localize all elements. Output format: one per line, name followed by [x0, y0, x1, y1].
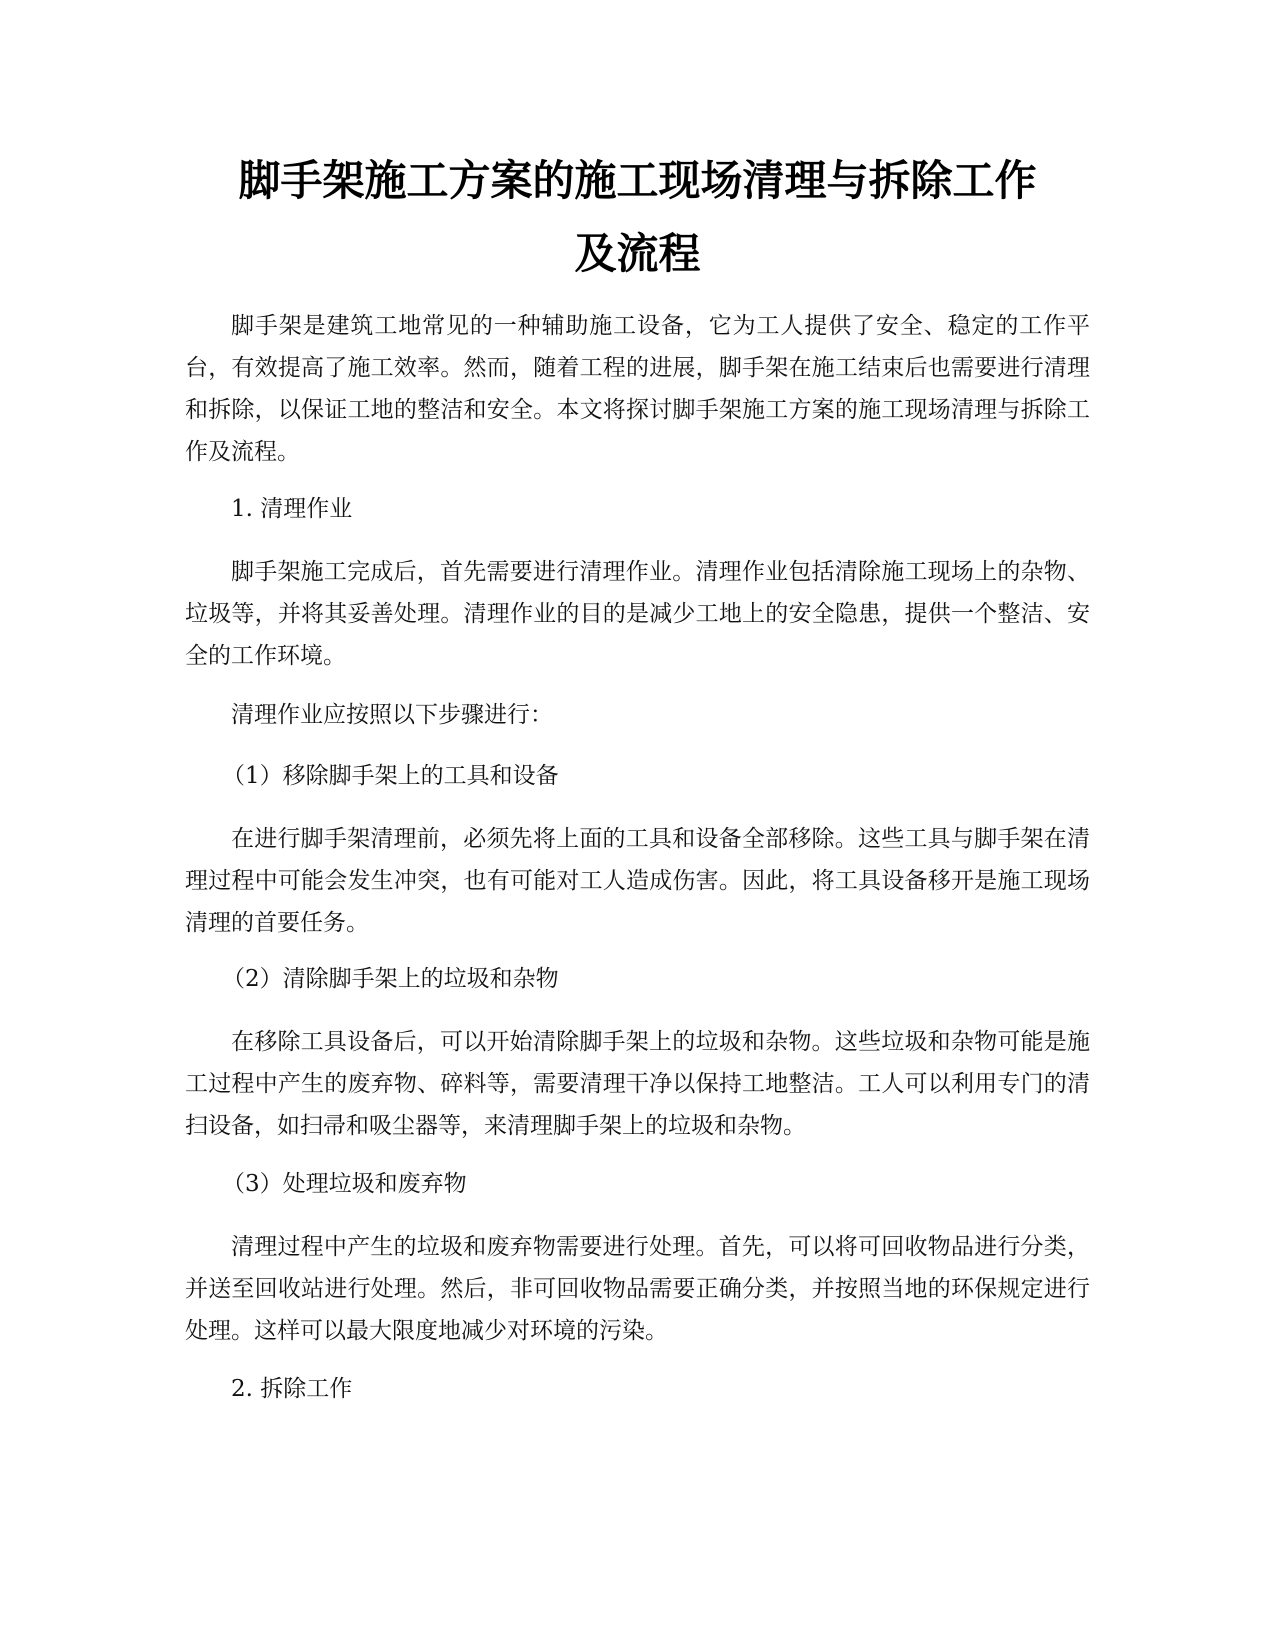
- section1-heading: 1. 清理作业: [231, 496, 353, 522]
- step1-label: （1）移除脚手架上的工具和设备: [222, 763, 559, 789]
- intro-paragraph: 脚手架是建筑工地常见的一种辅助施工设备，它为工人提供了安全、稳定的工作平台，有效提高了施工效率。然而，随着工程的进展，脚手架在施工结束后也需要进行清理和拆除，以保证工地的整洁和安全。本文将探讨脚手架施工方案的施工现场清理与拆除工作及流程。: [185, 313, 1090, 465]
- step3-label: （3）处理垃圾和废弃物: [222, 1171, 467, 1197]
- step2-paragraph: 在移除工具设备后，可以开始清除脚手架上的垃圾和杂物。这些垃圾和杂物可能是施工过程中产生的废弃物、碎料等，需要清理干净以保持工地整洁。工人可以利用专门的清扫设备，如扫帚和吸尘器等，来清理脚手架上的垃圾和杂物。: [185, 1029, 1090, 1139]
- steps-intro: 清理作业应按照以下步骤进行：: [231, 702, 553, 728]
- document-title-line2: 及流程: [574, 229, 701, 278]
- section1-paragraph: 脚手架施工完成后，首先需要进行清理作业。清理作业包括清除施工现场上的杂物、垃圾等，并将其妥善处理。清理作业的目的是减少工地上的安全隐患，提供一个整洁、安全的工作环境。: [185, 559, 1090, 669]
- step3-paragraph: 清理过程中产生的垃圾和废弃物需要进行处理。首先，可以将可回收物品进行分类，并送至回收站进行处理。然后，非可回收物品需要正确分类，并按照当地的环保规定进行处理。这样可以最大限度地减少对环境的污染。: [185, 1234, 1090, 1344]
- step1-paragraph: 在进行脚手架清理前，必须先将上面的工具和设备全部移除。这些工具与脚手架在清理过程中可能会发生冲突，也有可能对工人造成伤害。因此，将工具设备移开是施工现场清理的首要任务。: [185, 826, 1090, 936]
- section2-heading: 2. 拆除工作: [231, 1376, 353, 1402]
- step2-label: （2）清除脚手架上的垃圾和杂物: [222, 966, 559, 992]
- document-title-line1: 脚手架施工方案的施工现场清理与拆除工作: [238, 156, 1037, 205]
